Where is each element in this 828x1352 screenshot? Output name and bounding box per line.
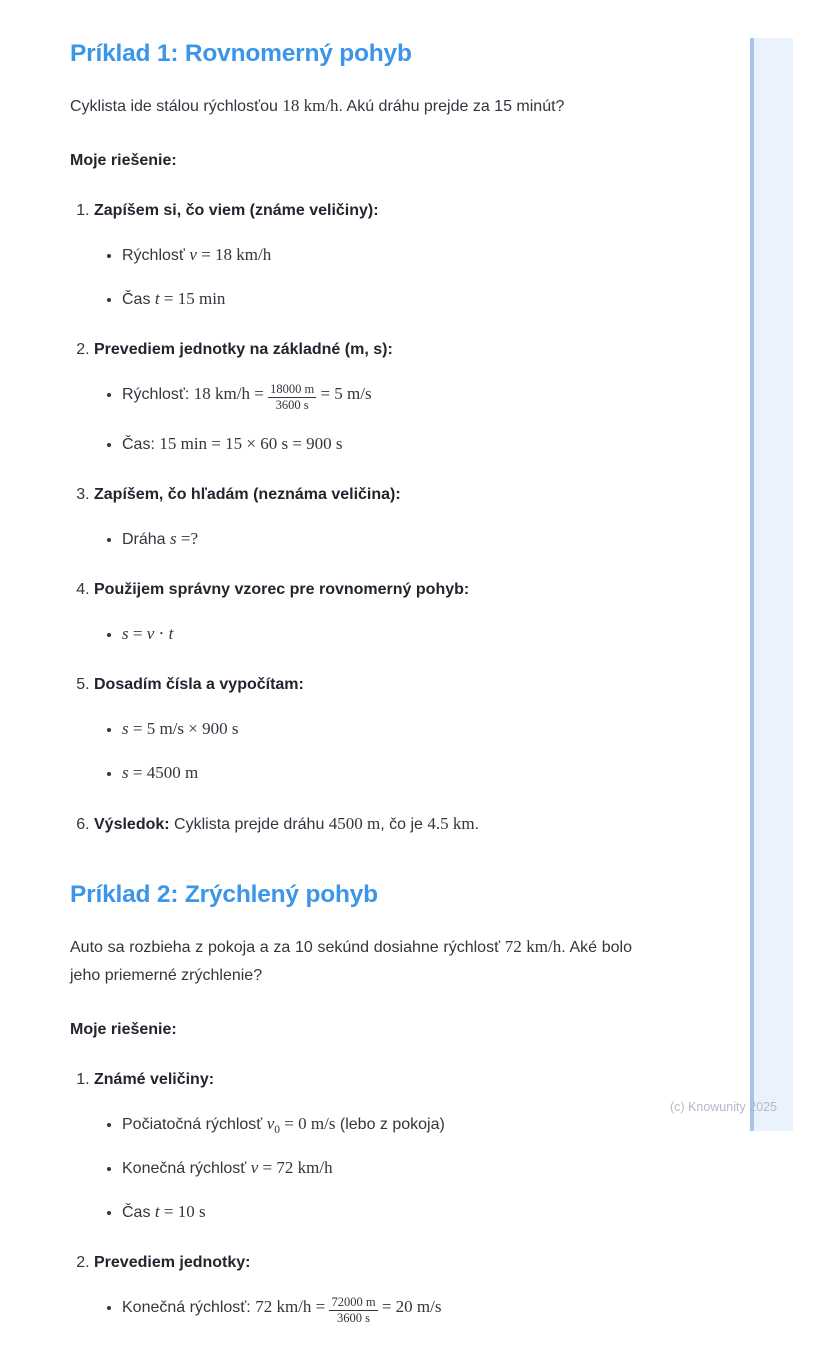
detail-item: • Konečná rýchlosť: 72 km/h = $\frac{72000 m}{3600 s}$ = 20 m/s: [122, 1295, 632, 1326]
detail-item: • Rýchlosť: 18 km/h = $\frac{18000 m}{3600 s}$ = 5 m/s: [122, 382, 632, 413]
solution-steps-2: [70, 1068, 632, 1326]
document-content: [70, 0, 632, 1352]
solution-step: [94, 199, 632, 312]
step-label: Použijem správny vzorec pre rovnomerný pohyb:: [94, 581, 470, 599]
problem-statement-1: Cyklista ide stálou rýchlosťou 18 km/h. Akú dráhu prejde za 15 minút?: [70, 96, 565, 116]
solution-step: [94, 338, 632, 457]
detail-item: • Čas: 15 min = 15 × 60 s = 900 s: [122, 432, 632, 457]
detail-item: • Konečná rýchlosť v = 72 km/h: [122, 1156, 632, 1181]
detail-item: • s = 5 m/s × 900 s: [122, 717, 632, 742]
section-priklad-1: [70, 40, 632, 837]
solution-step: [94, 1251, 632, 1326]
step-details: [94, 1295, 632, 1326]
solution-step: [94, 812, 632, 837]
step-details: [94, 717, 632, 786]
solution-label-2: Moje riešenie:: [70, 1021, 177, 1039]
step-label: Prevediem jednotky na základné (m, s):: [94, 341, 393, 359]
page-edge-strip: [750, 38, 793, 1131]
fraction: $\frac{72000 m}{3600 s}$: [331, 1295, 376, 1326]
step-details: [94, 382, 632, 457]
step-label-result: Výsledok: Cyklista prejde dráhu 4500 m, čo je 4.5 km.: [94, 814, 480, 834]
step-label: Zapíšem si, čo viem (známe veličiny):: [94, 202, 379, 220]
solution-step: [94, 673, 632, 786]
step-label: Prevediem jednotky:: [94, 1254, 251, 1272]
detail-item: • Rýchlosť v = 18 km/h: [122, 243, 632, 268]
solution-steps-1: [70, 199, 632, 837]
step-details: [94, 622, 632, 647]
section-priklad-2: [70, 881, 632, 1326]
solution-step: [94, 578, 632, 647]
section-2-heading: Príklad 2: Zrýchlený pohyb: [70, 881, 378, 909]
detail-item: • s = 4500 m: [122, 761, 632, 786]
detail-item: • Dráha s =?: [122, 527, 632, 552]
fraction: $\frac{18000 m}{3600 s}$: [270, 382, 315, 413]
solution-label-1: Moje riešenie:: [70, 152, 177, 170]
detail-item: • Počiatočná rýchlosť $v_0 = 0$ m/s (lebo z pokoja): [122, 1112, 632, 1137]
step-label: Známé veličiny:: [94, 1071, 215, 1089]
section-1-heading: Príklad 1: Rovnomerný pohyb: [70, 40, 412, 67]
copyright-watermark: (c) Knowunity 2025: [669, 1100, 777, 1114]
detail-item: • Čas t = 10 s: [122, 1200, 632, 1225]
step-label: Zapíšem, čo hľadám (neznáma veličina):: [94, 486, 401, 504]
detail-item: • Čas t = 15 min: [122, 287, 632, 312]
step-details: [94, 527, 632, 552]
detail-item: • s = v ⋅ t: [122, 622, 632, 647]
step-details: [94, 243, 632, 312]
solution-step: [94, 483, 632, 552]
step-details: [94, 1112, 632, 1225]
problem-statement-2: Auto sa rozbieha z pokoja a za 10 sekúnd dosiahne rýchlosť 72 km/h. Aké bolo jeho priemerné zrýchlenie?: [70, 937, 633, 985]
solution-step: [94, 1068, 632, 1225]
step-label: Dosadím čísla a vypočítam:: [94, 676, 304, 694]
